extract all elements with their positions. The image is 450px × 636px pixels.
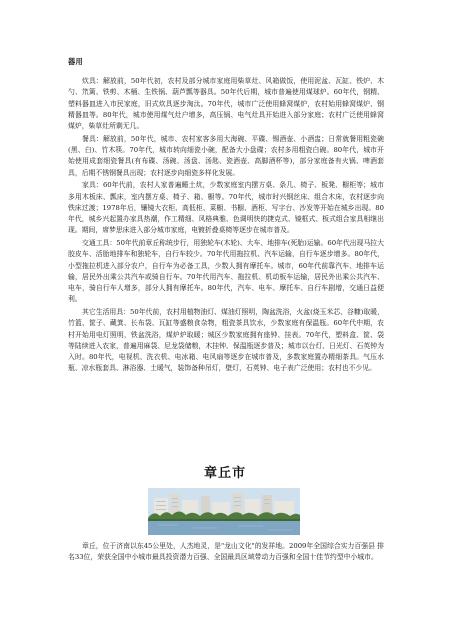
paragraph-furniture: 家具：60年代前，农村人家普遍睡土炕，少数家庭室内摆方桌、条几、椅子、板凳、橱柜等；城市多用木板床、瓢床，室内摆方桌、椅子、箱、橱等。70年代，城市时兴钢丝床、组合木床，农村逐步向铁床过渡；1978年后，镶镜大衣柜、高低柜、菜橱、书橱、酒柜、写字台、沙发等开始在城乡出现。80年代，城乡兴起置办家具热潮，作工精细、风格典雅、色调明快的捷克式、镜框式、板式组合家具相继出现。期间，席梦思床进入部分城市家庭，电镀折叠桌椅等逐步在城市普及。: [68, 181, 384, 235]
paragraph-other-items: 其它生活用具：50年代前，农村用植物油灯、煤油灯照明，陶盆洗浴，火盆(烧玉米芯、谷糠)取暖，竹篮、筐子、藏箕、长布袋、瓦缸等盛粮食杂物，粗瓷茶具饮水，少数家庭有保温瓶。60年代中期，农村开始用电灯照明，铁盆洗浴，煤炉炉取暖；城区少数家庭拥有座钟、挂表。70年代，塑料盒、筐、袋等陆续进入农家，普遍用麻袋、尼龙袋储粮，木挂钟、保温瓶逐步普及；城市以台灯、日光灯、石英钟为入时。80年代，电视机、洗衣机、电冰箱、电风扇等逐步在城市普及，多数家庭置办精细茶具。气压水瓶、凉水瓶套具、淋浴器、土暖气，装饰备种吊灯，壁灯，石英钟、电子表广泛使用；农村也不少见。: [68, 308, 384, 373]
city-title: 章丘市: [203, 466, 246, 481]
paragraph-transport: 交通工具：50年代前章丘称统步行，用独轮车(木轮)、大车、地排车(死胎)运输。60年代出现马拉大胶皮车、活胎地排车和独轮车，自行车较少。70年代用拖拉机、汽车运输，自行车逐步增多。80年代，小型拖拉机进入部分农户，自行车为必备工具，少数人拥有摩托车。城市，60年代前靠汽车、地排车运输，居民外出乘公共汽车或骑自行车。70年代用汽车、拖拉机、机动板车运输，居民外出乘公共汽车、电车，骑自行车人增多，部分人拥有摩托车。80年代，汽车、电车、摩托车、自行车剧增，交通日益便利。: [68, 239, 384, 304]
paragraph-tableware: 餐具：解放前，50年代，城市、农村家客多用大海碗、平碟、锡酒壶、小酒盅；日常就餐用粗瓷碗(黑、白)、竹木筷。70年代，城市转向细瓷小碗，配备大小盘碟；农村多用粗瓷白碗。80年代，城市开始使用成套细瓷餐具(有布碟、汤碗、汤盘、汤匙、瓷酒壶、高脚酒杯等)，部分家庭备有火锅、啤酒套具，后期不锈钢餐具出现；农村逐步向细瓷多样化发展。: [68, 134, 384, 177]
paragraph-cookware: 炊具：解放前，50年代初，农村及部分城市家庭用柴草灶、风箱做饭，使用泥盆、瓦缸、铁炉、木勺、笊篱、铁剪、木桶、生铁锅、葫芦瓢等器具。50年代后期，城市普遍使用煤球炉。60年代，钢精、塑料器皿进入市民家庭，旧式炊具逐步淘汰。70年代，城市广泛使用蜂窝煤炉，农村始用蜂窝煤炉、钢精器皿等。80年代，城市使用煤气灶户增多，高压锅、电气灶具开始进入部分家庭；农村广泛使用蜂窝煤炉，柴草灶所剩无几。: [68, 77, 384, 130]
city-intro-paragraph: 章丘，位于济南以东45公里处，人杰地灵，是"龙山文化"的发祥地。2009年全国综合实力百强县 排名33位，荣获全国中小城市最具投资潜力百强、全国最具区域带动力百强和全国十佳节约型中小城市。: [68, 542, 384, 562]
city-intro: [68, 541, 384, 565]
section-title: 器用: [68, 57, 83, 66]
city-photo: [148, 488, 300, 535]
section-body: [68, 76, 384, 376]
city-skyline-image: [148, 488, 300, 535]
